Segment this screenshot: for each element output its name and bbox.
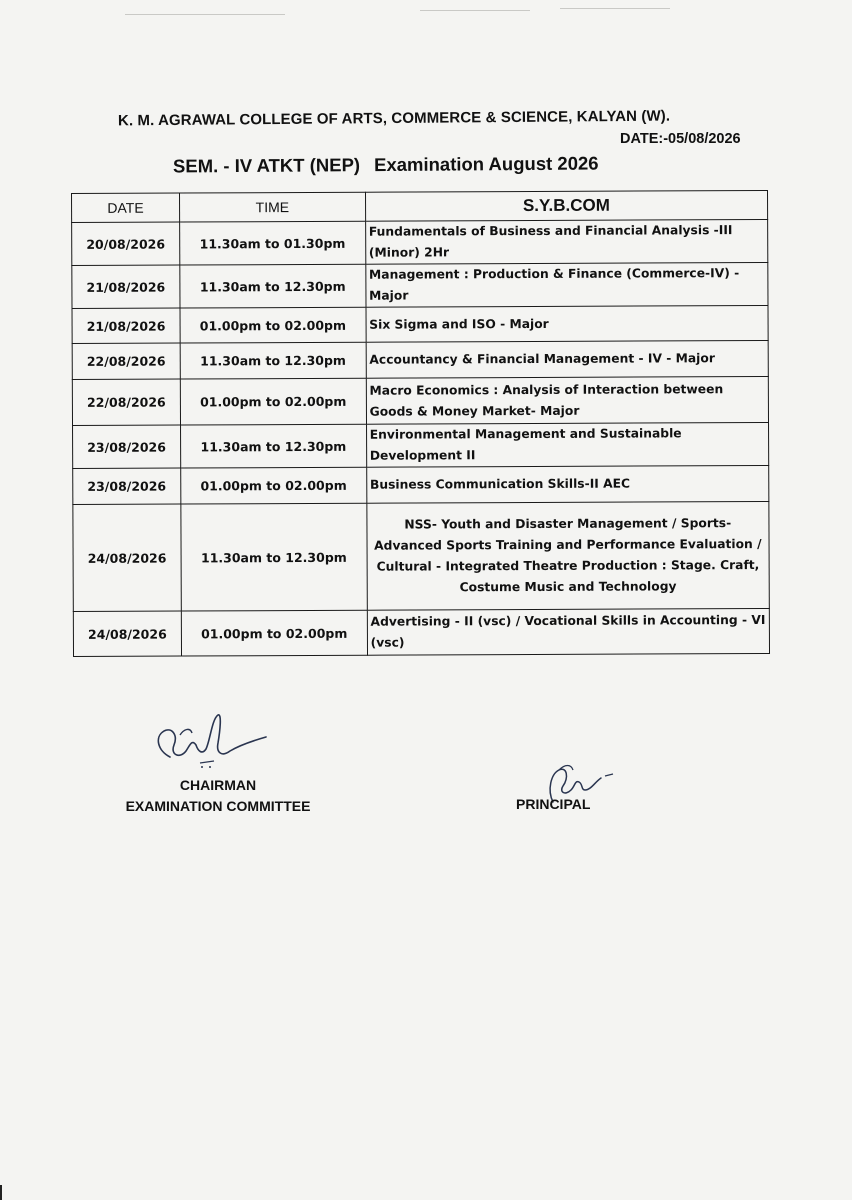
exam-time: 01.00pm to 02.00pm: [180, 378, 366, 425]
exam-subject: Management : Production & Finance (Commerce-IV) - Major: [365, 262, 768, 307]
exam-date: 20/08/2026: [72, 222, 180, 265]
exam-date: 21/08/2026: [72, 265, 180, 308]
column-header-course: S.Y.B.COM: [365, 190, 767, 221]
table-row: [72, 219, 768, 265]
exam-date: 24/08/2026: [73, 611, 181, 656]
exam-subject: Business Communication Skills-II AEC: [366, 465, 768, 503]
table-row: [73, 465, 769, 504]
exam-date: 23/08/2026: [73, 425, 181, 468]
exam-title-session: Examination August 2026: [373, 152, 599, 176]
exam-subject: Fundamentals of Business and Financial Analysis -III (Minor) 2Hr: [365, 219, 768, 264]
column-header-date: DATE: [72, 193, 180, 222]
exam-subject: Environmental Management and Sustainable Development II: [366, 422, 769, 467]
exam-time: 11.30am to 12.30pm: [181, 503, 367, 611]
table-row: [72, 305, 768, 343]
exam-subject: NSS- Youth and Disaster Management / Sports- Advanced Sports Training and Performance Evaluation / Cultural - Integrated Theatre Production : Stage. Craft, Costume Music and Technology: [367, 501, 770, 610]
exam-time: 01.00pm to 02.00pm: [180, 307, 366, 343]
principal-title: PRINCIPAL: [516, 796, 591, 812]
table-row: [73, 608, 769, 656]
chairman-signature: [140, 705, 280, 770]
scan-edge-line: [560, 8, 670, 9]
scan-edge-mark: [0, 1185, 2, 1200]
table-row: [72, 340, 768, 379]
table-row: [72, 262, 768, 308]
exam-subject: Advertising - II (vsc) / Vocational Skills in Accounting - VI (vsc): [367, 608, 770, 655]
exam-title: [173, 153, 599, 178]
timetable: [71, 190, 770, 657]
table-row: [73, 501, 769, 611]
notice-date: DATE:-05/08/2026: [620, 131, 741, 147]
exam-title-semester: SEM. - IV ATKT (NEP): [172, 154, 361, 177]
exam-subject: Accountancy & Financial Management - IV - Major: [366, 340, 768, 378]
exam-time: 01.00pm to 02.00pm: [181, 610, 367, 656]
exam-committee-title: EXAMINATION COMMITTEE: [125, 798, 311, 814]
table-row: [73, 422, 769, 468]
column-header-time: TIME: [179, 192, 365, 222]
exam-time: 01.00pm to 02.00pm: [181, 467, 367, 504]
exam-time: 11.30am to 12.30pm: [180, 264, 366, 308]
exam-time: 11.30am to 12.30pm: [180, 424, 366, 468]
timetable-header-row: [72, 190, 768, 222]
chairman-title: CHAIRMAN: [179, 777, 257, 793]
college-name: K. M. AGRAWAL COLLEGE OF ARTS, COMMERCE & SCIENCE, KALYAN (W).: [117, 107, 671, 130]
exam-subject: Macro Economics : Analysis of Interaction between Goods & Money Market- Major: [366, 376, 769, 424]
exam-time: 11.30am to 01.30pm: [180, 221, 366, 265]
scan-edge-line: [125, 14, 285, 15]
exam-date: 22/08/2026: [72, 343, 180, 379]
chairman-block: [108, 775, 328, 817]
exam-date: 23/08/2026: [73, 468, 181, 504]
scan-edge-line: [420, 10, 530, 11]
exam-time: 11.30am to 12.30pm: [180, 342, 366, 379]
table-row: [72, 376, 768, 425]
exam-date: 24/08/2026: [73, 504, 181, 611]
exam-date: 22/08/2026: [72, 379, 180, 425]
exam-subject: Six Sigma and ISO - Major: [366, 305, 768, 342]
exam-date: 21/08/2026: [72, 308, 180, 343]
